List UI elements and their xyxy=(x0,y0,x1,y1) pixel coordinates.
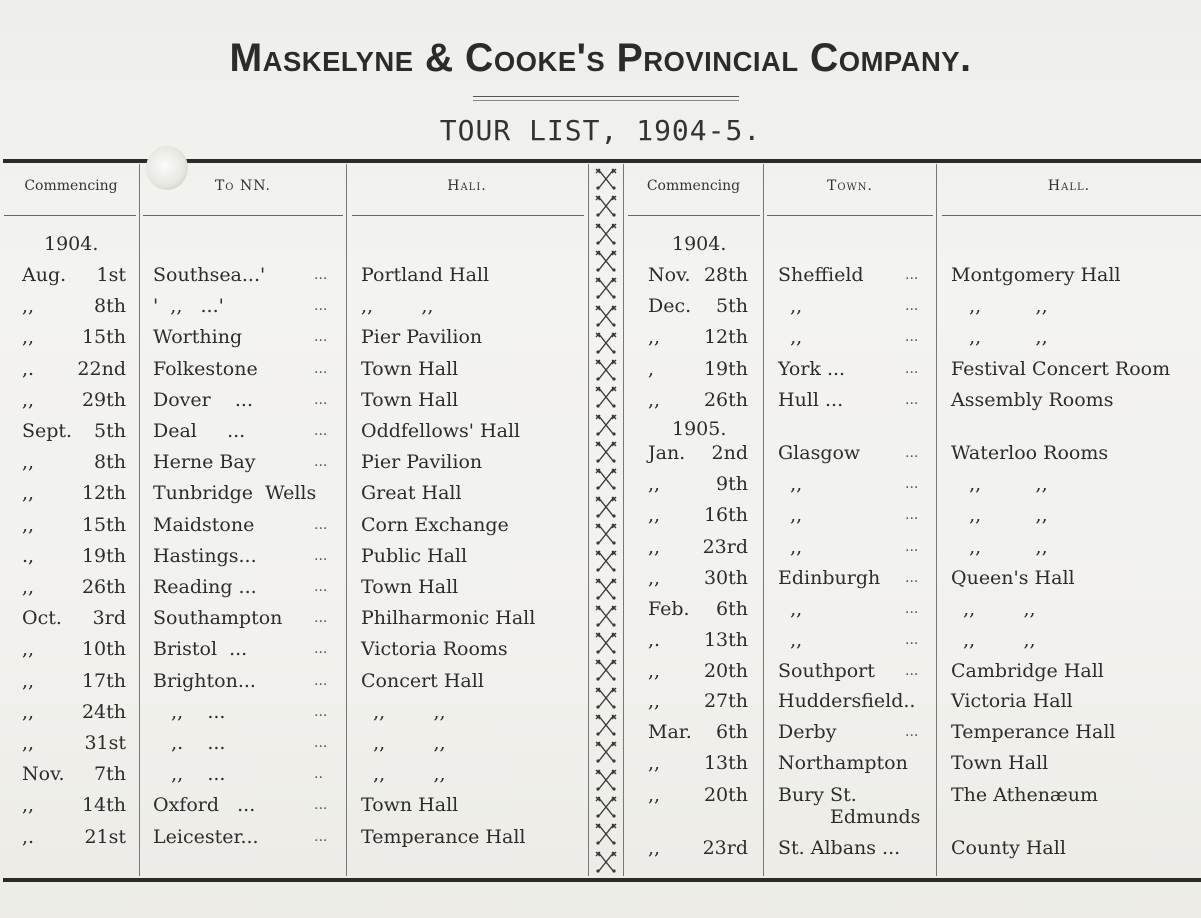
row-day: 5th xyxy=(716,295,748,318)
row-hall: Town Hall xyxy=(361,794,459,817)
row-hall: Pier Pavilion xyxy=(361,451,483,474)
row-leader-dots: ... xyxy=(905,329,919,346)
cross-ornament-icon xyxy=(594,330,618,358)
cross-ornament-icon xyxy=(594,221,618,249)
row-town: Southport xyxy=(778,660,875,682)
row-month: ,, xyxy=(648,567,661,589)
row-leader-dots: ... xyxy=(314,516,328,533)
cross-ornament-icon xyxy=(594,739,618,767)
column-divider xyxy=(139,164,140,876)
row-hall: Festival Concert Room xyxy=(951,357,1171,380)
row-hall: Public Hall xyxy=(361,544,468,567)
row-leader-dots: ... xyxy=(905,476,919,492)
row-leader-dots: ... xyxy=(905,724,919,740)
header-commencing-right: Commencing xyxy=(646,178,741,194)
row-hall: ,, ,, xyxy=(951,629,1036,651)
row-leader-dots: .. xyxy=(314,766,323,783)
row-day: 13th xyxy=(703,752,748,774)
row-month: ., xyxy=(22,544,35,567)
row-month: Mar. xyxy=(648,721,692,743)
row-leader-dots: ... xyxy=(905,298,919,315)
row-leader-dots: ... xyxy=(905,663,919,679)
row-month: ,, xyxy=(648,690,661,712)
row-month: ,, xyxy=(22,513,35,536)
decorative-cross-column xyxy=(590,166,622,874)
column-divider xyxy=(588,164,589,876)
cross-ornament-icon xyxy=(594,576,618,604)
row-month: Jan. xyxy=(648,442,686,464)
row-month: ,. xyxy=(22,357,35,380)
row-town: Hull ... xyxy=(778,388,844,411)
row-month: Nov. xyxy=(22,763,65,786)
row-day: 8th xyxy=(94,451,126,474)
row-leader-dots: ... xyxy=(314,298,328,315)
cross-ornament-icon xyxy=(594,412,618,440)
row-month: Feb. xyxy=(648,598,690,620)
row-month: ,, xyxy=(22,794,35,817)
row-day: 21st xyxy=(84,825,126,848)
row-day: 13th xyxy=(703,629,748,651)
row-leader-dots: ... xyxy=(905,445,919,461)
row-day: 26th xyxy=(703,388,748,411)
row-hall: Philharmonic Hall xyxy=(361,607,536,630)
row-hall: ,, ,, xyxy=(951,504,1048,526)
bottom-rule xyxy=(3,878,1201,882)
row-town: Leicester... xyxy=(153,825,259,848)
row-day: 14th xyxy=(81,794,126,817)
cross-ornament-icon xyxy=(594,494,618,522)
row-day: 5th xyxy=(94,420,126,442)
row-month: ,, xyxy=(648,837,661,859)
row-day: 9th xyxy=(716,473,748,495)
row-month: ,, xyxy=(648,504,661,526)
row-leader-dots: ... xyxy=(314,797,328,814)
row-day: 12th xyxy=(703,326,748,349)
tour-list-subtitle: TOUR LIST, 1904-5. xyxy=(439,114,762,147)
row-hall: Oddfellows' Hall xyxy=(361,420,521,442)
header-town-right: Town. xyxy=(826,178,873,194)
header-underline xyxy=(942,215,1201,216)
row-town: Brighton... xyxy=(153,669,256,692)
row-hall: Victoria Hall xyxy=(951,690,1073,712)
row-town: Southampton xyxy=(153,607,283,630)
year-label: 1904. xyxy=(672,233,727,255)
row-town: ,, xyxy=(778,629,803,651)
header-underline xyxy=(352,215,584,216)
row-day: 28th xyxy=(703,264,748,286)
row-hall: Queen's Hall xyxy=(951,567,1075,589)
row-month: ,, xyxy=(648,536,661,558)
header-hall-right: Hall. xyxy=(1047,178,1091,194)
row-leader-dots: ... xyxy=(905,507,919,523)
row-leader-dots: ... xyxy=(314,423,328,439)
cross-ornament-icon xyxy=(594,794,618,822)
header-underline xyxy=(767,215,933,216)
row-leader-dots: ... xyxy=(314,828,328,845)
row-month: Nov. xyxy=(648,264,691,286)
row-town: ' ,, ...' xyxy=(153,295,224,318)
header-town-left: To NN. xyxy=(214,178,272,194)
row-hall: ,, ,, xyxy=(361,700,446,723)
row-month: ,, xyxy=(648,388,661,411)
title-rule xyxy=(473,100,739,101)
row-day: 31st xyxy=(84,732,126,754)
row-day: 23rd xyxy=(702,837,748,859)
row-hall: Montgomery Hall xyxy=(951,264,1121,286)
row-town: ,. ... xyxy=(153,732,226,754)
row-town: Herne Bay xyxy=(153,451,256,474)
header-underline xyxy=(4,215,136,216)
row-day: 2nd xyxy=(711,442,748,464)
cross-ornament-icon xyxy=(594,357,618,385)
row-hall: ,, ,, xyxy=(361,763,446,786)
row-hall: Concert Hall xyxy=(361,669,484,692)
row-hall: Corn Exchange xyxy=(361,513,509,536)
row-town: Bristol ... xyxy=(153,638,248,661)
row-town: ,, xyxy=(778,326,803,349)
row-day: 6th xyxy=(716,721,748,743)
column-divider xyxy=(936,164,937,876)
row-month: ,, xyxy=(648,784,661,806)
row-day: 3rd xyxy=(92,607,126,630)
row-town: ,, xyxy=(778,473,803,495)
row-hall: ,, ,, xyxy=(951,326,1048,349)
row-hall: Town Hall xyxy=(951,752,1049,774)
row-town: ,, xyxy=(778,504,803,526)
row-hall: ,, ,, xyxy=(361,732,446,754)
row-town-continued: Edmunds xyxy=(830,806,921,828)
row-month: ,, xyxy=(648,326,661,349)
row-hall: Temperance Hall xyxy=(951,721,1116,743)
year-label: 1904. xyxy=(44,233,99,255)
row-month: ,. xyxy=(648,629,661,651)
row-town: Edinburgh xyxy=(778,567,881,589)
row-hall: ,, ,, xyxy=(951,536,1048,558)
row-town: Sheffield xyxy=(778,264,864,286)
row-leader-dots: ... xyxy=(905,570,919,586)
row-leader-dots: ... xyxy=(905,632,919,648)
row-leader-dots: ... xyxy=(314,329,328,346)
row-town: Dover ... xyxy=(153,388,254,411)
row-town: Tunbridge Wells xyxy=(153,482,317,505)
row-month: ,, xyxy=(22,451,35,474)
cross-ornament-icon xyxy=(594,849,618,875)
row-town: St. Albans ... xyxy=(778,837,901,859)
row-day: 8th xyxy=(94,295,126,318)
row-hall: The Athenæum xyxy=(951,784,1099,806)
row-day: 12th xyxy=(81,482,126,505)
row-day: 22nd xyxy=(77,357,126,380)
year-label: 1905. xyxy=(672,418,727,440)
cross-ornament-icon xyxy=(594,166,618,194)
row-town: Deal ... xyxy=(153,420,246,442)
row-leader-dots: ... xyxy=(905,360,919,377)
row-day: 17th xyxy=(81,669,126,692)
column-divider xyxy=(763,164,764,876)
row-hall: Pier Pavilion xyxy=(361,326,483,349)
row-month: ,. xyxy=(22,825,35,848)
row-town: Northampton xyxy=(778,752,908,774)
row-hall: ,, ,, xyxy=(951,473,1048,495)
row-month: ,, xyxy=(22,388,35,411)
row-leader-dots: ... xyxy=(314,454,328,471)
cross-ornament-icon xyxy=(594,439,618,467)
cross-ornament-icon xyxy=(594,767,618,795)
row-hall: Town Hall xyxy=(361,388,459,411)
row-town: Glasgow xyxy=(778,442,861,464)
row-town: York ... xyxy=(778,357,846,380)
row-month: ,, xyxy=(22,326,35,349)
row-hall: Temperance Hall xyxy=(361,825,526,848)
row-day: 23rd xyxy=(702,536,748,558)
row-day: 26th xyxy=(81,576,126,598)
row-day: 10th xyxy=(81,638,126,661)
cross-ornament-icon xyxy=(594,384,618,412)
row-leader-dots: ... xyxy=(905,601,919,617)
row-hall: Portland Hall xyxy=(361,264,490,286)
cross-ornament-icon xyxy=(594,303,618,331)
row-day: 1st xyxy=(96,264,126,286)
row-leader-dots: ... xyxy=(314,641,328,658)
cross-ornament-icon xyxy=(594,193,618,221)
cross-ornament-icon xyxy=(594,657,618,685)
row-leader-dots: ... xyxy=(314,391,328,408)
cross-ornament-icon xyxy=(594,275,618,303)
row-hall: Town Hall xyxy=(361,357,459,380)
row-month: ,, xyxy=(648,473,661,495)
row-leader-dots: ... xyxy=(314,610,328,627)
header-underline xyxy=(628,215,760,216)
row-month: Dec. xyxy=(648,295,692,318)
row-town: Maidstone xyxy=(153,513,255,536)
row-month: , xyxy=(648,357,655,380)
row-hall: Victoria Rooms xyxy=(361,638,508,661)
row-hall: Cambridge Hall xyxy=(951,660,1104,682)
row-leader-dots: ... xyxy=(314,672,328,689)
cross-ornament-icon xyxy=(594,248,618,276)
row-town: ,, ... xyxy=(153,700,226,723)
row-month: Oct. xyxy=(22,607,62,630)
row-day: 19th xyxy=(703,357,748,380)
header-commencing-left: Commencing xyxy=(24,178,118,194)
row-day: 7th xyxy=(94,763,126,786)
row-leader-dots: ... xyxy=(314,579,328,595)
row-leader-dots: ... xyxy=(905,391,919,408)
row-month: ,, xyxy=(22,732,35,754)
cross-ornament-icon xyxy=(594,685,618,713)
row-day: 27th xyxy=(703,690,748,712)
row-month: ,, xyxy=(22,700,35,723)
row-day: 30th xyxy=(703,567,748,589)
row-town: ,, xyxy=(778,536,803,558)
row-town: Derby xyxy=(778,721,837,743)
row-day: 15th xyxy=(81,513,126,536)
row-hall: ,, ,, xyxy=(951,598,1036,620)
column-divider xyxy=(346,164,347,876)
row-hall: ,, ,, xyxy=(361,295,434,318)
cross-ornament-icon xyxy=(594,630,618,658)
row-hall: Assembly Rooms xyxy=(951,388,1114,411)
row-hall: Great Hall xyxy=(361,482,462,505)
cross-ornament-icon xyxy=(594,821,618,849)
column-divider xyxy=(623,164,624,876)
header-underline xyxy=(143,215,343,216)
row-hall: Waterloo Rooms xyxy=(951,442,1109,464)
row-month: ,, xyxy=(22,669,35,692)
row-month: Sept. xyxy=(22,420,73,442)
row-leader-dots: ... xyxy=(314,703,328,720)
row-leader-dots: ... xyxy=(314,547,328,564)
row-town: Bury St. xyxy=(778,784,857,806)
row-day: 20th xyxy=(703,660,748,682)
row-hall: Town Hall xyxy=(361,576,459,598)
row-leader-dots: ... xyxy=(314,360,328,377)
header-hall-left: Hali. xyxy=(447,178,487,194)
cross-ornament-icon xyxy=(594,521,618,549)
row-month: ,, xyxy=(22,295,35,318)
row-town: Reading ... xyxy=(153,576,257,598)
row-month: ,, xyxy=(648,660,661,682)
row-town: Worthing xyxy=(153,326,243,349)
row-month: Aug. xyxy=(22,264,67,286)
row-day: 6th xyxy=(716,598,748,620)
row-hall: ,, ,, xyxy=(951,295,1048,318)
cross-ornament-icon xyxy=(594,712,618,740)
row-town: ,, ... xyxy=(153,763,226,786)
row-leader-dots: ... xyxy=(905,267,919,283)
row-town: ,, xyxy=(778,598,803,620)
row-day: 15th xyxy=(81,326,126,349)
row-town: Folkestone xyxy=(153,357,258,380)
row-day: 29th xyxy=(81,388,126,411)
row-month: ,, xyxy=(648,752,661,774)
row-month: ,, xyxy=(22,576,35,598)
row-leader-dots: ... xyxy=(905,539,919,555)
cross-ornament-icon xyxy=(594,548,618,576)
title-rule xyxy=(473,96,739,97)
row-town: Hastings... xyxy=(153,544,257,567)
row-town: Southsea...' xyxy=(153,264,266,286)
company-title: Maskelyne & Cooke's Provincial Company. xyxy=(229,36,972,80)
row-town: Oxford ... xyxy=(153,794,256,817)
row-leader-dots: ... xyxy=(314,735,328,751)
row-month: ,, xyxy=(22,638,35,661)
cross-ornament-icon xyxy=(594,466,618,494)
row-day: 16th xyxy=(703,504,748,526)
row-day: 24th xyxy=(81,700,126,723)
row-hall: County Hall xyxy=(951,837,1066,859)
row-month: ,, xyxy=(22,482,35,505)
row-town: Huddersfield.. xyxy=(778,690,916,712)
cross-ornament-icon xyxy=(594,603,618,631)
row-town: ,, xyxy=(778,295,803,318)
row-day: 19th xyxy=(81,544,126,567)
row-leader-dots: ... xyxy=(314,267,328,283)
row-day: 20th xyxy=(703,784,748,806)
